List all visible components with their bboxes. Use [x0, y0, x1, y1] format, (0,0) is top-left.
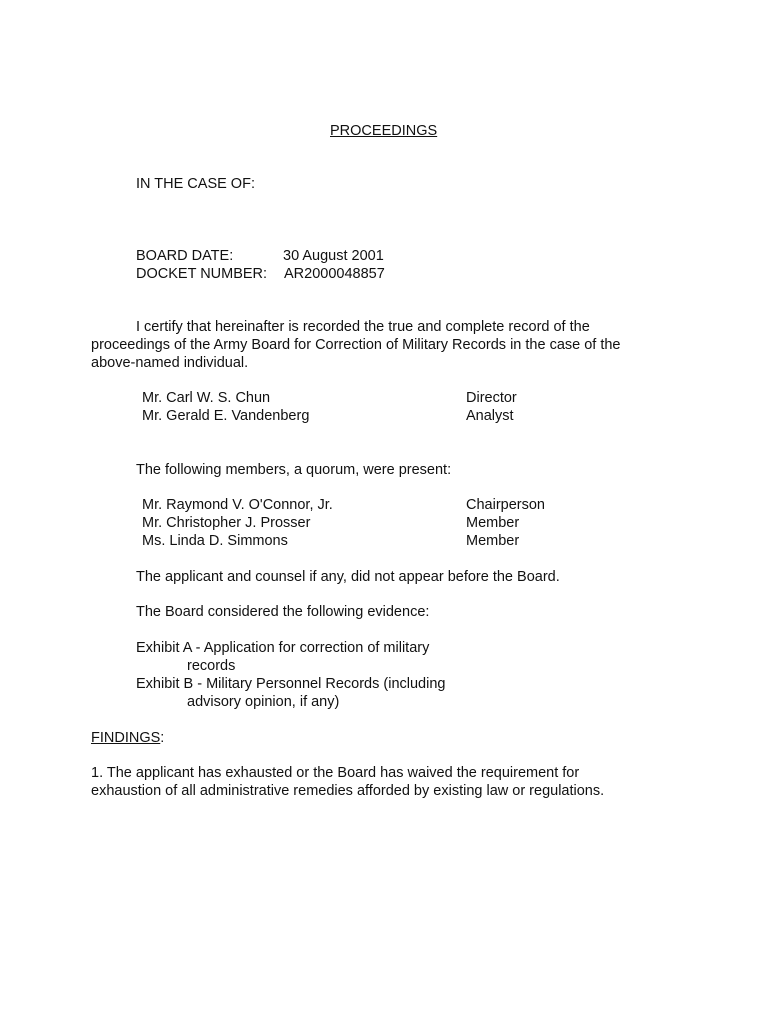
member-name: Ms. Linda D. Simmons	[142, 533, 288, 549]
staff-role: Analyst	[466, 408, 514, 424]
finding-1-line: exhaustion of all administrative remedies afforded by existing law or regulations.	[91, 783, 605, 799]
member-name: Mr. Raymond V. O'Connor, Jr.	[142, 497, 333, 513]
docket-number-value: AR2000048857	[284, 266, 385, 282]
exhibit-a-continuation: records	[187, 658, 236, 674]
member-role: Member	[466, 533, 520, 549]
page-title: PROCEEDINGS	[330, 123, 438, 139]
exhibit-a-line: Exhibit A - Application for correction of military	[136, 640, 430, 656]
certify-paragraph: I certify that hereinafter is recorded the true and complete record of the proceedings of the Army Board for Correction of Military Records in the case of the above-named individual.	[91, 319, 621, 371]
exhibit-b-continuation: advisory opinion, if any)	[187, 694, 340, 710]
docket-number-label: DOCKET NUMBER:	[136, 266, 268, 282]
member-name: Mr. Christopher J. Prosser	[142, 515, 311, 531]
staff-role: Director	[466, 390, 517, 406]
finding-1-line: 1. The applicant has exhausted or the Board has waived the requirement for	[91, 765, 580, 781]
findings-heading	[91, 729, 164, 747]
appearance-statement: The applicant and counsel if any, did not appear before the Board.	[136, 569, 560, 585]
board-date-value: 30 August 2001	[283, 248, 384, 264]
member-role: Chairperson	[466, 497, 545, 513]
evidence-statement: The Board considered the following evidence:	[136, 604, 430, 620]
member-role: Member	[466, 515, 520, 531]
quorum-statement: The following members, a quorum, were present:	[136, 462, 452, 478]
findings-heading-colon: :	[160, 730, 165, 746]
staff-name: Mr. Gerald E. Vandenberg	[142, 408, 310, 424]
case-label: IN THE CASE OF:	[136, 176, 255, 192]
board-date-label: BOARD DATE:	[136, 248, 234, 264]
findings-heading-text: FINDINGS	[91, 730, 161, 746]
exhibit-b-line: Exhibit B - Military Personnel Records (including	[136, 676, 446, 692]
staff-name: Mr. Carl W. S. Chun	[142, 390, 271, 406]
